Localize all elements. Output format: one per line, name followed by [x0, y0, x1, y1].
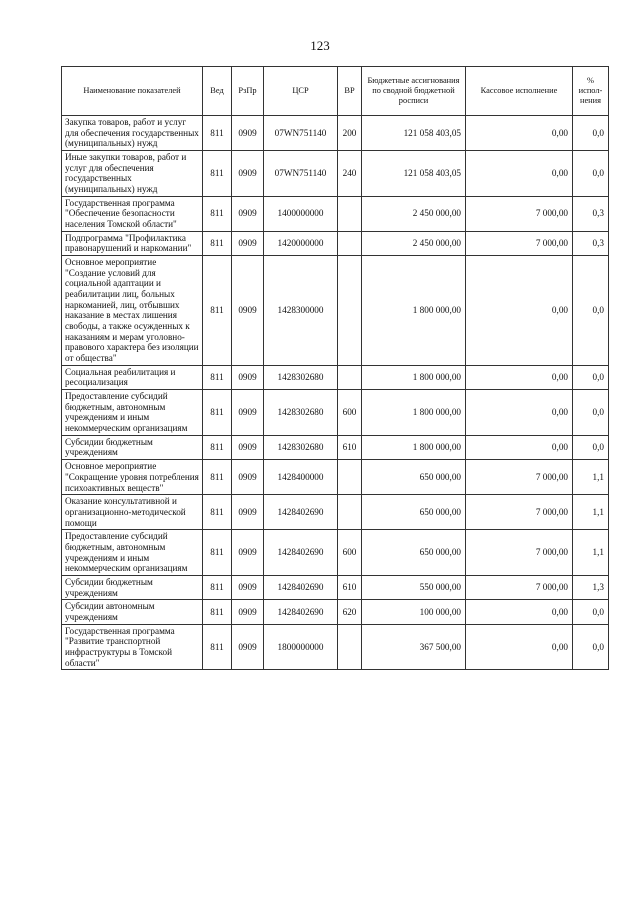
row-csr: 1420000000 [264, 231, 338, 255]
row-cash: 0,00 [466, 256, 573, 366]
row-vr [338, 231, 362, 255]
row-budget: 650 000,00 [362, 495, 466, 530]
row-cash: 7 000,00 [466, 575, 573, 599]
row-csr: 07WN751140 [264, 151, 338, 197]
row-cash: 0,00 [466, 116, 573, 151]
row-vr: 600 [338, 390, 362, 436]
row-name: Оказание консультативной и организационно-методической помощи [62, 495, 203, 530]
row-name: Субсидии автономным учреждениям [62, 600, 203, 624]
row-budget: 1 800 000,00 [362, 256, 466, 366]
header-name: Наименование показателей [62, 67, 203, 116]
row-budget: 121 058 403,05 [362, 116, 466, 151]
row-cash: 0,00 [466, 365, 573, 389]
row-cash: 0,00 [466, 600, 573, 624]
row-name: Основное мероприятие "Сокращение уровня потребления психоактивных веществ" [62, 460, 203, 495]
row-rzpr: 0909 [232, 231, 264, 255]
header-rzpr: РзПр [232, 67, 264, 116]
row-ved: 811 [203, 151, 232, 197]
table-row [62, 390, 609, 436]
header-percent: % испол-нения [573, 67, 609, 116]
table-row [62, 365, 609, 389]
row-rzpr: 0909 [232, 196, 264, 231]
table-row [62, 460, 609, 495]
row-rzpr: 0909 [232, 151, 264, 197]
row-rzpr: 0909 [232, 624, 264, 670]
row-csr: 1428302680 [264, 435, 338, 459]
header-cash: Кассовое исполнение [466, 67, 573, 116]
row-vr [338, 460, 362, 495]
row-ved: 811 [203, 435, 232, 459]
row-name: Иные закупки товаров, работ и услуг для обеспечения государственных (муниципальных) нужд [62, 151, 203, 197]
row-rzpr: 0909 [232, 116, 264, 151]
row-ved: 811 [203, 196, 232, 231]
row-csr: 1428302680 [264, 365, 338, 389]
row-budget: 1 800 000,00 [362, 365, 466, 389]
row-vr [338, 495, 362, 530]
row-budget: 1 800 000,00 [362, 390, 466, 436]
row-rzpr: 0909 [232, 495, 264, 530]
row-name: Предоставление субсидий бюджетным, автономным учреждениям и иным некоммерческим организациям [62, 390, 203, 436]
row-cash: 0,00 [466, 390, 573, 436]
row-budget: 2 450 000,00 [362, 231, 466, 255]
row-percent: 1,1 [573, 495, 609, 530]
row-ved: 811 [203, 116, 232, 151]
table-row [62, 231, 609, 255]
row-cash: 7 000,00 [466, 196, 573, 231]
row-percent: 0,0 [573, 151, 609, 197]
row-vr [338, 624, 362, 670]
row-ved: 811 [203, 530, 232, 576]
row-name: Государственная программа "Обеспечение безопасности населения Томской области" [62, 196, 203, 231]
row-ved: 811 [203, 390, 232, 436]
row-budget: 650 000,00 [362, 530, 466, 576]
row-percent: 1,1 [573, 530, 609, 576]
row-csr: 1400000000 [264, 196, 338, 231]
row-csr: 07WN751140 [264, 116, 338, 151]
row-rzpr: 0909 [232, 530, 264, 576]
row-rzpr: 0909 [232, 575, 264, 599]
header-vr: ВР [338, 67, 362, 116]
row-percent: 0,0 [573, 390, 609, 436]
row-ved: 811 [203, 231, 232, 255]
row-vr: 200 [338, 116, 362, 151]
row-rzpr: 0909 [232, 460, 264, 495]
row-csr: 1428402690 [264, 530, 338, 576]
row-name: Закупка товаров, работ и услуг для обеспечения государственных (муниципальных) нужд [62, 116, 203, 151]
row-vr: 620 [338, 600, 362, 624]
row-cash: 7 000,00 [466, 460, 573, 495]
row-budget: 650 000,00 [362, 460, 466, 495]
row-ved: 811 [203, 575, 232, 599]
row-csr: 1428400000 [264, 460, 338, 495]
table-row [62, 624, 609, 670]
row-ved: 811 [203, 624, 232, 670]
table-row [62, 575, 609, 599]
row-cash: 7 000,00 [466, 530, 573, 576]
row-ved: 811 [203, 365, 232, 389]
row-cash: 7 000,00 [466, 495, 573, 530]
row-csr: 1800000000 [264, 624, 338, 670]
row-ved: 811 [203, 495, 232, 530]
row-ved: 811 [203, 256, 232, 366]
row-csr: 1428402690 [264, 495, 338, 530]
table-row [62, 256, 609, 366]
row-vr [338, 256, 362, 366]
row-vr: 610 [338, 575, 362, 599]
row-cash: 0,00 [466, 435, 573, 459]
row-rzpr: 0909 [232, 365, 264, 389]
row-percent: 0,0 [573, 600, 609, 624]
row-ved: 811 [203, 600, 232, 624]
row-percent: 0,0 [573, 365, 609, 389]
row-percent: 0,0 [573, 256, 609, 366]
budget-table [61, 66, 609, 670]
header-ved: Вед [203, 67, 232, 116]
table-row [62, 196, 609, 231]
table-row [62, 116, 609, 151]
row-percent: 1,3 [573, 575, 609, 599]
table-row [62, 530, 609, 576]
row-rzpr: 0909 [232, 256, 264, 366]
row-vr: 240 [338, 151, 362, 197]
row-vr: 610 [338, 435, 362, 459]
row-budget: 121 058 403,05 [362, 151, 466, 197]
row-name: Субсидии бюджетным учреждениям [62, 575, 203, 599]
row-percent: 1,1 [573, 460, 609, 495]
row-name: Подпрограмма "Профилактика правонарушений и наркомании" [62, 231, 203, 255]
table-row [62, 495, 609, 530]
row-name: Социальная реабилитация и ресоциализация [62, 365, 203, 389]
row-name: Государственная программа "Развитие транспортной инфраструктуры в Томской области" [62, 624, 203, 670]
row-cash: 7 000,00 [466, 231, 573, 255]
header-budget: Бюджетные ассигнования по сводной бюджетной росписи [362, 67, 466, 116]
row-vr [338, 196, 362, 231]
row-percent: 0,0 [573, 624, 609, 670]
table-row [62, 435, 609, 459]
row-rzpr: 0909 [232, 435, 264, 459]
row-budget: 1 800 000,00 [362, 435, 466, 459]
page-number: 123 [310, 38, 330, 53]
row-rzpr: 0909 [232, 600, 264, 624]
row-name: Субсидии бюджетным учреждениям [62, 435, 203, 459]
row-csr: 1428402690 [264, 600, 338, 624]
row-name: Основное мероприятие "Создание условий для социальной адаптации и реабилитации лиц, больных наркоманией, лиц, отбывших наказание в местах лишения свободы, а также осужденных к наказаниям и мерам уголовно-правового характера без изоляции от общества" [62, 256, 203, 366]
row-cash: 0,00 [466, 151, 573, 197]
table-header-row [62, 67, 609, 116]
row-vr: 600 [338, 530, 362, 576]
row-percent: 0,0 [573, 116, 609, 151]
row-csr: 1428300000 [264, 256, 338, 366]
row-name: Предоставление субсидий бюджетным, автономным учреждениям и иным некоммерческим организациям [62, 530, 203, 576]
header-csr: ЦСР [264, 67, 338, 116]
row-rzpr: 0909 [232, 390, 264, 436]
row-ved: 811 [203, 460, 232, 495]
row-budget: 367 500,00 [362, 624, 466, 670]
row-budget: 550 000,00 [362, 575, 466, 599]
row-percent: 0,3 [573, 231, 609, 255]
table-row [62, 151, 609, 197]
row-cash: 0,00 [466, 624, 573, 670]
row-csr: 1428402690 [264, 575, 338, 599]
row-budget: 2 450 000,00 [362, 196, 466, 231]
row-percent: 0,3 [573, 196, 609, 231]
row-budget: 100 000,00 [362, 600, 466, 624]
row-percent: 0,0 [573, 435, 609, 459]
table-row [62, 600, 609, 624]
row-vr [338, 365, 362, 389]
row-csr: 1428302680 [264, 390, 338, 436]
